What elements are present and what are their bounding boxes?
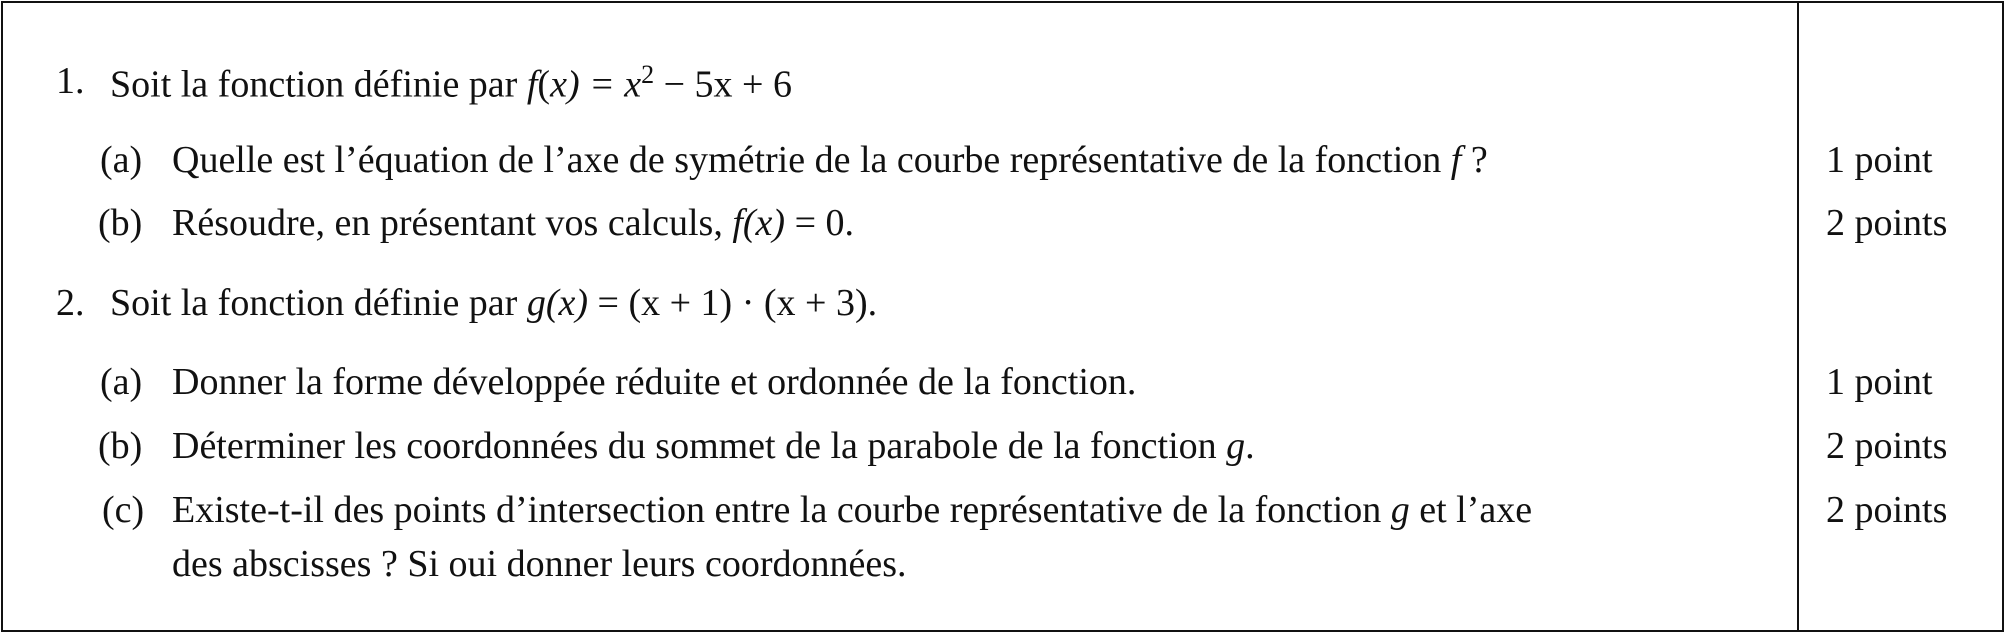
question-1a-points: 1 point — [1826, 139, 1933, 181]
question-2a-points: 1 point — [1826, 361, 1933, 403]
question-2c-label: (c) — [102, 489, 145, 531]
question-1b-expr: f(x) — [732, 202, 786, 244]
question-1b-text — [172, 204, 854, 242]
formula-exponent: 2 — [641, 60, 655, 89]
question-2c-text-line-2: des abscisses ? Si oui donner leurs coordonnées. — [172, 543, 907, 585]
question-2c-var: g — [1390, 489, 1410, 531]
question-1a-tail: ? — [1461, 139, 1488, 181]
question-2c-body: Existe-t-il des points d’intersection entre la courbe représentative de la fonction — [172, 489, 1391, 531]
formula-f-name: f — [526, 63, 538, 106]
question-1a-var: f — [1450, 139, 1462, 181]
points-column-divider — [1797, 1, 1799, 632]
question-2b-tail: . — [1245, 425, 1255, 467]
question-2b-points: 2 points — [1826, 425, 1948, 467]
question-1b-body: Résoudre, en présentant vos calculs, — [172, 202, 733, 244]
question-2b-label: (b) — [98, 425, 143, 467]
question-1a-label: (a) — [100, 139, 143, 181]
question-2c-tail: et l’axe — [1409, 489, 1533, 531]
question-2b-var: g — [1226, 425, 1246, 467]
question-2a-text: Donner la forme développée réduite et ordonnée de la fonction. — [172, 361, 1137, 403]
question-1a-body: Quelle est l’équation de l’axe de symétrie de la courbe représentative de la fonction — [172, 139, 1451, 181]
question-2-intro: Soit la fonction définie par — [110, 282, 527, 324]
question-2b-body: Déterminer les coordonnées du sommet de la parabole de la fonction — [172, 425, 1227, 467]
formula-open: ( — [537, 63, 551, 106]
question-2-expr: g(x) — [526, 282, 589, 324]
question-2-number: 2. — [56, 282, 85, 324]
question-1-number: 1. — [56, 60, 85, 102]
formula-rest: ) = x — [566, 63, 642, 106]
formula-x: x — [550, 63, 567, 106]
question-1b-points: 2 points — [1826, 202, 1948, 244]
question-1a-text — [172, 141, 1488, 179]
question-1-text — [110, 62, 792, 104]
question-1b-tail: = 0. — [785, 202, 855, 244]
question-2c-points: 2 points — [1826, 489, 1948, 531]
formula-tail: − 5x + 6 — [654, 63, 792, 106]
question-2a-label: (a) — [100, 361, 143, 403]
question-1b-label: (b) — [98, 202, 143, 244]
question-2b-text — [172, 427, 1255, 465]
question-2-text — [110, 284, 877, 322]
question-2-tail: = (x + 1) · (x + 3). — [588, 282, 878, 324]
question-2c-text-line-1 — [172, 491, 1532, 529]
question-1-intro: Soit la fonction définie par — [110, 63, 527, 106]
